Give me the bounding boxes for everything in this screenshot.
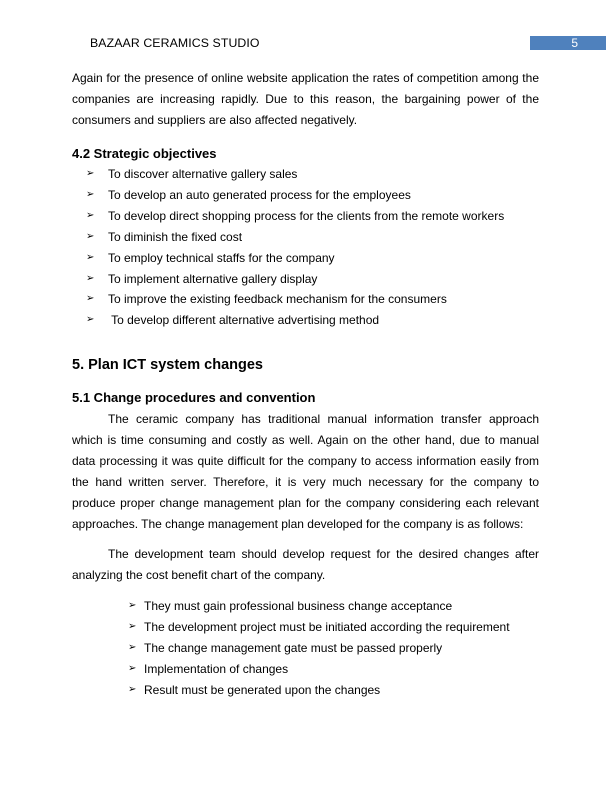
list-item: ➢ To develop an auto generated process for the employees [72,185,539,206]
arrowhead-bullet-icon: ➢ [86,314,95,326]
arrowhead-bullet-icon: ➢ [128,621,137,633]
list-item: ➢ Result must be generated upon the changes [72,680,539,701]
page-number-bar [530,36,606,50]
list-item: ➢ To discover alternative gallery sales [72,164,539,185]
section-4-2-heading: 4.2 Strategic objectives [72,146,217,161]
change-procedures-paragraph: The ceramic company has traditional manual information transfer approach which is time consuming and costly as well. Again on the other hand, due to manual data processing it was quite difficult for the company to access information easily from the hand written server. Therefore, it is very much necessary for the company to produce proper change management plan for the company considering each relevant approaches. The change management plan developed for the company is as follows: [72,412,539,532]
list-item: ➢ To diminish the fixed cost [72,227,539,248]
arrowhead-bullet-icon: ➢ [128,642,137,654]
strategic-objectives-list [72,164,539,331]
list-item: ➢ Implementation of changes [72,659,539,680]
section-5-heading: 5. Plan ICT system changes [72,357,263,374]
change-steps-list [72,596,539,701]
arrowhead-bullet-icon: ➢ [128,600,137,612]
list-item: ➢ To develop different alternative advertising method [72,310,539,331]
list-item: ➢ The development project must be initiated according the requirement [72,617,539,638]
list-item: ➢ To develop direct shopping process for the clients from the remote workers [72,206,539,227]
list-item: ➢ The change management gate must be passed properly [72,638,539,659]
list-item: ➢ They must gain professional business change acceptance [72,596,539,617]
arrowhead-bullet-icon: ➢ [86,168,95,179]
arrowhead-bullet-icon: ➢ [86,209,95,221]
list-item: ➢ To employ technical staffs for the company [72,248,539,269]
page-body [72,68,539,701]
page-number: 5 [571,36,578,50]
arrowhead-bullet-icon: ➢ [86,272,95,284]
arrowhead-bullet-icon: ➢ [128,683,137,695]
arrowhead-bullet-icon: ➢ [86,230,95,242]
section-5-1-heading: 5.1 Change procedures and convention [72,390,316,406]
arrowhead-bullet-icon: ➢ [86,293,95,305]
list-item: ➢ To improve the existing feedback mechanism for the consumers [72,289,539,310]
arrowhead-bullet-icon: ➢ [86,188,95,200]
page-header [0,30,612,52]
arrowhead-bullet-icon: ➢ [128,662,137,674]
running-header-title: BAZAAR CERAMICS STUDIO [90,36,260,50]
arrowhead-bullet-icon: ➢ [86,251,95,263]
intro-paragraph: Again for the presence of online website application the rates of competition among the companies are increasing rapidly. Due to this reason, the bargaining power of the consumers and suppliers are also affected negatively. [72,71,539,127]
development-team-paragraph: The development team should develop request for the desired changes after analyzing the cost benefit chart of the company. [72,547,539,583]
list-item: ➢ To implement alternative gallery display [72,269,539,290]
